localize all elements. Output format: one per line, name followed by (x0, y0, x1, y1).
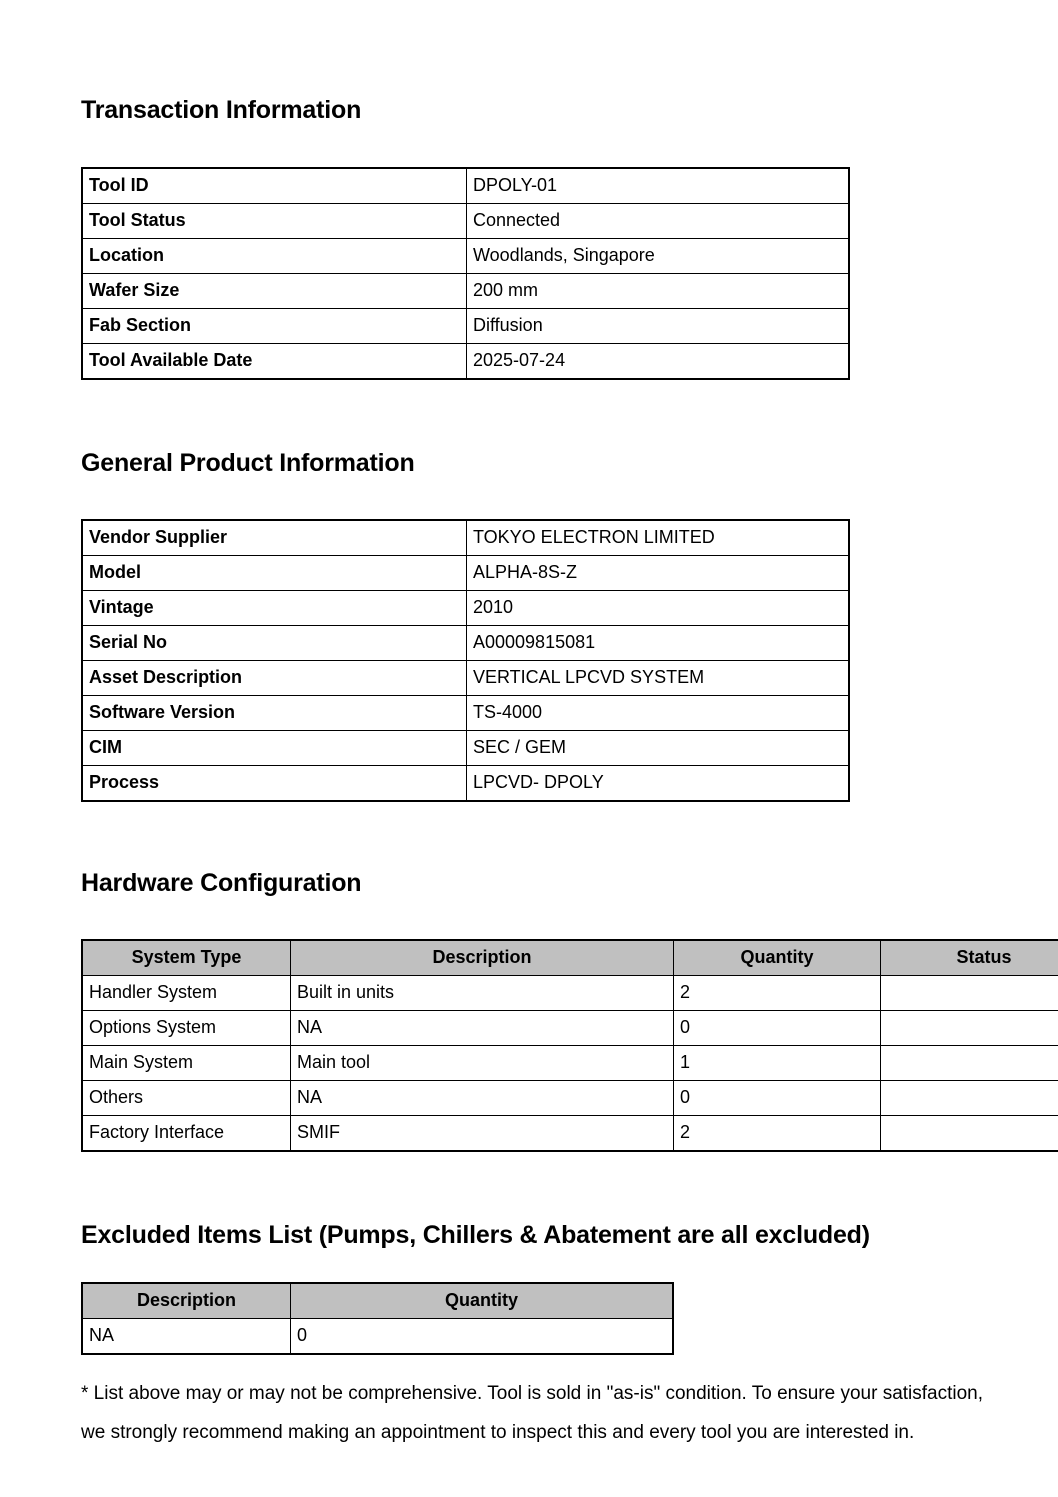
row-value-model: ALPHA-8S-Z (467, 556, 850, 591)
table-row (82, 168, 849, 204)
row-label-vendor-supplier: Vendor Supplier (82, 520, 467, 556)
cell-quantity: 0 (674, 1081, 881, 1116)
cell-system-type: Others (82, 1081, 291, 1116)
row-label-asset-description: Asset Description (82, 661, 467, 696)
row-value-wafer-size: 200 mm (467, 274, 850, 309)
general-product-information-table (81, 519, 850, 802)
transaction-table-body (82, 168, 849, 379)
cell-status (881, 1046, 1058, 1081)
table-header-row (82, 1283, 673, 1319)
row-value-vendor-supplier: TOKYO ELECTRON LIMITED (467, 520, 850, 556)
row-label-software-version: Software Version (82, 696, 467, 731)
excluded-items-table (81, 1282, 674, 1355)
row-label-serial-no: Serial No (82, 626, 467, 661)
table-row (82, 204, 849, 239)
cell-description: Main tool (291, 1046, 674, 1081)
row-label-wafer-size: Wafer Size (82, 274, 467, 309)
cell-excluded-description: NA (82, 1319, 291, 1355)
cell-description: SMIF (291, 1116, 674, 1152)
column-header-description: Description (291, 940, 674, 976)
general-table-body (82, 520, 849, 801)
table-row (82, 1116, 1058, 1152)
cell-status (881, 976, 1058, 1011)
transaction-information-table (81, 167, 850, 380)
column-header-quantity: Quantity (674, 940, 881, 976)
row-value-tool-status: Connected (467, 204, 850, 239)
section-heading-hardware-configuration: Hardware Configuration (81, 868, 362, 897)
table-row (82, 976, 1058, 1011)
cell-status (881, 1011, 1058, 1046)
column-header-status: Status (881, 940, 1058, 976)
row-value-tool-id: DPOLY-01 (467, 168, 850, 204)
row-value-process: LPCVD- DPOLY (467, 766, 850, 802)
table-row (82, 1046, 1058, 1081)
excluded-table-body (82, 1319, 673, 1355)
table-row (82, 1011, 1058, 1046)
table-row (82, 1319, 673, 1355)
table-row (82, 696, 849, 731)
cell-description: Built in units (291, 976, 674, 1011)
table-row (82, 239, 849, 274)
row-value-asset-description: VERTICAL LPCVD SYSTEM (467, 661, 850, 696)
row-label-tool-available-date: Tool Available Date (82, 344, 467, 380)
row-label-tool-status: Tool Status (82, 204, 467, 239)
table-row (82, 731, 849, 766)
cell-status (881, 1116, 1058, 1152)
row-label-vintage: Vintage (82, 591, 467, 626)
hardware-configuration-table (81, 939, 1058, 1152)
row-label-tool-id: Tool ID (82, 168, 467, 204)
column-header-excluded-description: Description (82, 1283, 291, 1319)
row-label-model: Model (82, 556, 467, 591)
cell-system-type: Options System (82, 1011, 291, 1046)
footnote-disclaimer: * List above may or may not be comprehensive. Tool is sold in "as-is" condition. To ensure your satisfaction, we strongly recommend making an appointment to inspect this and every tool you are interested in. (81, 1383, 984, 1443)
cell-description: NA (291, 1011, 674, 1046)
cell-quantity: 0 (674, 1011, 881, 1046)
row-value-tool-available-date: 2025-07-24 (467, 344, 850, 380)
table-row (82, 274, 849, 309)
table-row (82, 520, 849, 556)
cell-system-type: Handler System (82, 976, 291, 1011)
table-row (82, 661, 849, 696)
cell-system-type: Main System (82, 1046, 291, 1081)
row-value-location: Woodlands, Singapore (467, 239, 850, 274)
table-row (82, 766, 849, 802)
table-header-row (82, 940, 1058, 976)
row-label-process: Process (82, 766, 467, 802)
section-heading-transaction-information: Transaction Information (81, 95, 362, 124)
cell-quantity: 1 (674, 1046, 881, 1081)
section-heading-general-product-information: General Product Information (81, 448, 415, 477)
table-row (82, 1081, 1058, 1116)
cell-excluded-quantity: 0 (291, 1319, 674, 1355)
row-label-location: Location (82, 239, 467, 274)
column-header-excluded-quantity: Quantity (291, 1283, 674, 1319)
excluded-table-header (82, 1283, 673, 1319)
table-row (82, 556, 849, 591)
table-row (82, 344, 849, 380)
section-heading-excluded-items-list: Excluded Items List (Pumps, Chillers & Abatement are all excluded) (81, 1220, 870, 1249)
row-label-fab-section: Fab Section (82, 309, 467, 344)
table-row (82, 591, 849, 626)
row-value-vintage: 2010 (467, 591, 850, 626)
cell-status (881, 1081, 1058, 1116)
hardware-table-body (82, 976, 1058, 1152)
row-value-cim: SEC / GEM (467, 731, 850, 766)
cell-system-type: Factory Interface (82, 1116, 291, 1152)
hardware-table-header (82, 940, 1058, 976)
row-value-serial-no: A00009815081 (467, 626, 850, 661)
cell-quantity: 2 (674, 1116, 881, 1152)
column-header-system-type: System Type (82, 940, 291, 976)
cell-description: NA (291, 1081, 674, 1116)
row-value-software-version: TS-4000 (467, 696, 850, 731)
table-row (82, 309, 849, 344)
row-label-cim: CIM (82, 731, 467, 766)
table-row (82, 626, 849, 661)
row-value-fab-section: Diffusion (467, 309, 850, 344)
cell-quantity: 2 (674, 976, 881, 1011)
